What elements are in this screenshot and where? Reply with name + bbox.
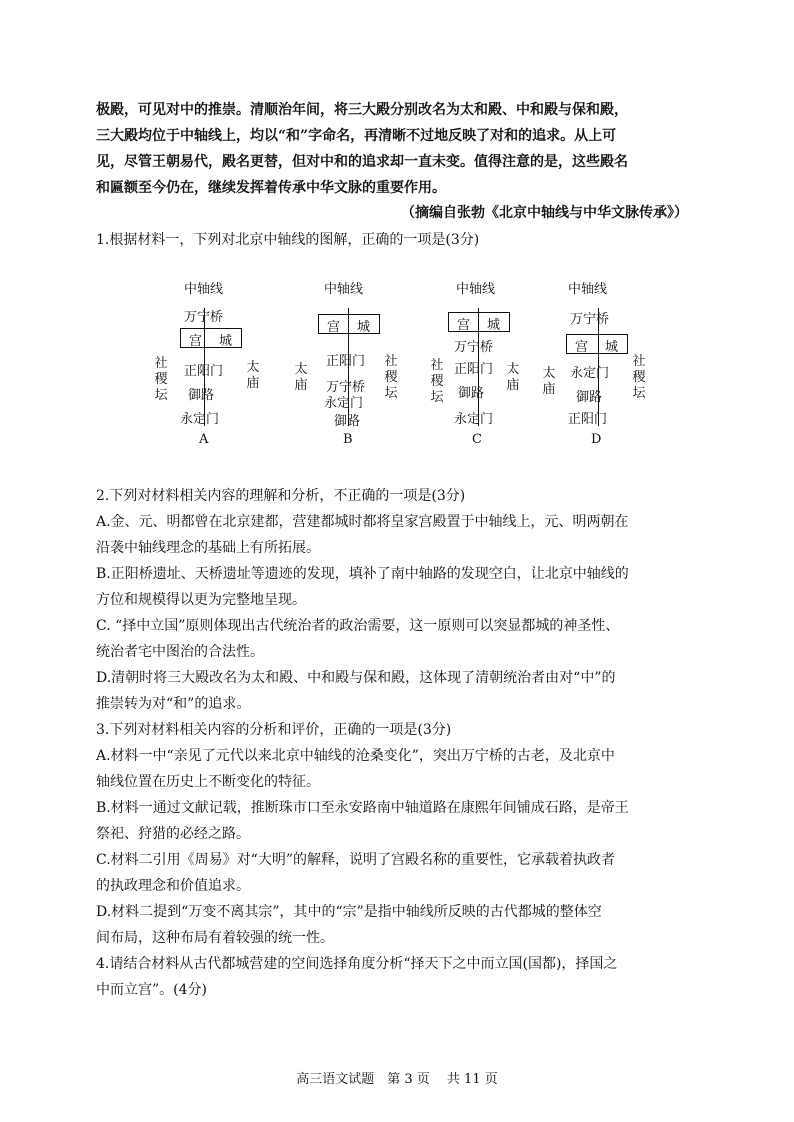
option-line: B.材料一通过文献记载，推断珠市口至永安路南中轴道路在康熙年间铺成石路，是帝王	[96, 800, 629, 816]
right-label: 太庙	[246, 360, 260, 391]
diagram-title: 中轴线	[184, 282, 224, 297]
intro-line: 和匾额至今仍在，继续发挥着传承中华文脉的重要作用。	[96, 180, 446, 196]
zhengyang-gate-label: 正阳门	[568, 412, 608, 427]
intro-line: 极殿，可见对中的推崇。清顺治年间，将三大殿分别改名为太和殿、中和殿与保和殿，	[96, 102, 628, 118]
option-line: B.正阳桥遗址、天桥遗址等遗迹的发现，填补了南中轴路的发现空白，让北京中轴线的	[96, 566, 629, 582]
option-line: A.金、元、明都曾在北京建都，营建都城时都将皇家宫殿置于中轴线上，元、明两朝在	[96, 514, 629, 530]
palace-city-box	[180, 328, 242, 348]
diagram-d	[542, 270, 652, 460]
question-3-stem: 3.下列对材料相关内容的分析和评价，正确的一项是(3分)	[96, 722, 452, 738]
page-footer: 高三语文试题 第 3 页 共 11 页	[296, 1072, 498, 1087]
source-citation: （摘编自张勃《北京中轴线与中华文脉传承》）	[401, 205, 688, 221]
option-line: D.材料二提到“万变不离其宗”，其中的“宗”是指中轴线所反映的古代都城的整体空	[96, 904, 602, 920]
intro-line: 见，尽管王朝易代，殿名更替，但对中和的追求却一直未变。值得注意的是，这些殿名	[96, 154, 628, 170]
diagram-title: 中轴线	[456, 282, 496, 297]
diagram-title: 中轴线	[324, 282, 364, 297]
question-4-stem-cont: 中而立宫”。(4分)	[96, 982, 207, 998]
option-line: 轴线位置在历史上不断变化的特征。	[96, 774, 320, 790]
option-line: 的执政理念和价值追求。	[96, 878, 250, 894]
option-line: D.清朝时将三大殿改名为太和殿、中和殿与保和殿，这体现了清朝统治者由对“中”的	[96, 670, 616, 686]
right-label: 太庙	[506, 362, 520, 393]
palace-label: 宫	[327, 320, 341, 335]
zhengyang-gate-label: 正阳门	[184, 364, 224, 379]
left-label: 太庙	[542, 366, 556, 397]
yongding-gate-label: 永定门	[180, 412, 220, 427]
zhengyang-gate-label: 正阳门	[454, 362, 494, 377]
imperial-road-label: 御路	[458, 386, 485, 401]
yongding-gate-label: 永定门	[570, 366, 610, 381]
palace-label: 宫	[575, 340, 589, 355]
city-label: 城	[605, 340, 619, 355]
option-line: C. “择中立国”原则体现出古代统治者的政治需要，这一原则可以突显都城的神圣性、	[96, 618, 620, 634]
right-label: 社稷坛	[632, 354, 646, 401]
option-letter: D	[591, 432, 602, 447]
diagram-title: 中轴线	[568, 282, 608, 297]
option-line: 间布局，这种布局有着较强的统一性。	[96, 930, 334, 946]
option-line: C.材料二引用《周易》对“大明”的解释，说明了宫殿名称的重要性，它承载着执政者	[96, 852, 615, 868]
city-label: 城	[219, 334, 233, 349]
palace-city-box	[566, 334, 628, 354]
city-label: 城	[357, 320, 371, 335]
wanning-bridge-label: 万宁桥	[184, 310, 224, 325]
option-line: 沿袭中轴线理念的基础上有所拓展。	[96, 540, 320, 556]
question-4-stem: 4.请结合材料从古代都城营建的空间选择角度分析“择天下之中而立国(国都)，择国之	[96, 956, 618, 972]
intro-line: 三大殿均位于中轴线上，均以“和”字命名，再清晰不过地反映了对和的追求。从上可	[96, 128, 617, 144]
yongding-gate-label: 永定门	[454, 412, 494, 427]
diagram-b	[290, 270, 400, 460]
palace-label: 宫	[189, 334, 203, 349]
palace-city-box	[318, 314, 380, 334]
left-label: 社稷坛	[154, 356, 168, 403]
question-1-stem: 1.根据材料一，下列对北京中轴线的图解，正确的一项是(3分)	[96, 232, 480, 248]
option-line: 方位和规模得以更为完整地呈现。	[96, 592, 306, 608]
zhengyang-gate-label: 正阳门	[326, 354, 366, 369]
imperial-road-label: 御路	[188, 388, 215, 403]
imperial-road-label: 御路	[576, 390, 603, 405]
wanning-bridge-label: 万宁桥	[570, 312, 610, 327]
option-line: 祭祀、狩猎的必经之路。	[96, 826, 250, 842]
option-line: 推崇转为对“和”的追求。	[96, 696, 251, 712]
question-2-stem: 2.下列对材料相关内容的理解和分析，不正确的一项是(3分)	[96, 488, 466, 504]
diagram-c	[422, 270, 532, 460]
option-letter: A	[199, 432, 209, 447]
option-letter: C	[472, 432, 482, 447]
option-line: 统治者宅中图治的合法性。	[96, 644, 264, 660]
palace-label: 宫	[457, 318, 471, 333]
left-label: 太庙	[294, 362, 308, 393]
wanning-bridge-label: 万宁桥	[326, 380, 366, 395]
axis-diagrams	[150, 270, 670, 460]
diagram-a	[150, 270, 260, 460]
option-line: A.材料一中“亲见了元代以来北京中轴线的沧桑变化”，突出万宁桥的古老，及北京中	[96, 748, 615, 764]
left-label: 社稷坛	[430, 358, 444, 405]
city-label: 城	[487, 318, 501, 333]
option-letter: B	[343, 432, 353, 447]
imperial-road-label: 御路	[334, 414, 361, 429]
right-label: 社稷坛	[384, 354, 398, 401]
palace-city-box	[448, 312, 510, 332]
wanning-bridge-label: 万宁桥	[454, 340, 494, 355]
yongding-gate-label: 永定门	[324, 396, 364, 411]
